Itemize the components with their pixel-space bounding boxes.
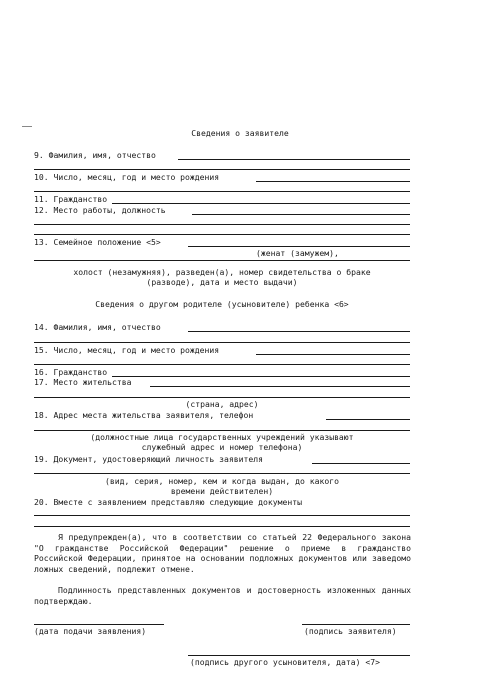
field-14-line[interactable] bbox=[188, 331, 410, 332]
applicant-signature-caption: (подпись заявителя) bbox=[304, 626, 397, 636]
other-parent-signature-caption: (подпись другого усыновителя, дата) <7> bbox=[190, 657, 381, 667]
field-18-line-2[interactable] bbox=[34, 430, 410, 431]
date-caption: (дата подачи заявления) bbox=[34, 626, 147, 636]
field-19-line[interactable] bbox=[312, 463, 410, 464]
field-13-label: 13. Семейное положение <5> bbox=[34, 237, 161, 247]
field-16-label: 16. Гражданство bbox=[34, 367, 108, 377]
field-13-line[interactable] bbox=[188, 246, 410, 247]
field-12-line[interactable] bbox=[192, 214, 410, 215]
field-9-line-2[interactable] bbox=[34, 169, 410, 170]
field-13-hint-2: холост (незамужняя), разведен(а), номер свидетельства о браке bbox=[73, 267, 371, 277]
field-18-line[interactable] bbox=[326, 419, 410, 420]
field-19-label: 19. Документ, удостоверяющий личность заявителя bbox=[34, 454, 264, 464]
warning-paragraph: Я предупрежден(а), что в соответствии со статьей 22 Федерального закона "О гражданстве Российской Федерации" решение о приеме в гражданство Российской Федерации, принятое на основании подложных документов или заведомо ложных сведений, подлежит отмене. bbox=[34, 532, 411, 574]
field-10-line[interactable] bbox=[256, 181, 410, 182]
field-17-label: 17. Место жительства bbox=[34, 377, 132, 387]
applicant-heading: Сведения о заявителе bbox=[191, 128, 289, 138]
field-15-line[interactable] bbox=[256, 354, 410, 355]
field-13-line-2[interactable] bbox=[34, 260, 410, 261]
field-12-line-3[interactable] bbox=[34, 234, 410, 235]
field-18-label: 18. Адрес места жительства заявителя, телефон bbox=[34, 410, 254, 420]
field-19-line-2[interactable] bbox=[34, 473, 410, 474]
field-11-line[interactable] bbox=[112, 203, 410, 204]
field-10-line-2[interactable] bbox=[34, 191, 410, 192]
applicant-signature-line[interactable] bbox=[302, 624, 410, 625]
field-12-line-2[interactable] bbox=[34, 224, 410, 225]
field-17-line-2[interactable] bbox=[34, 397, 410, 398]
field-16-line[interactable] bbox=[112, 376, 410, 377]
date-signature-line[interactable] bbox=[34, 624, 164, 625]
other-parent-signature-line[interactable] bbox=[188, 655, 410, 656]
field-20-line-1[interactable] bbox=[34, 515, 410, 516]
field-17-line[interactable] bbox=[150, 386, 410, 387]
field-12-label: 12. Место работы, должность bbox=[34, 205, 166, 215]
field-19-hint-2: времени действителен) bbox=[170, 486, 274, 496]
field-19-hint-1: (вид, серия, номер, кем и когда выдан, до какого bbox=[105, 476, 339, 486]
field-13-hint-1: (женат (замужем), bbox=[256, 248, 339, 258]
field-14-label: 14. Фамилия, имя, отчество bbox=[34, 322, 161, 332]
field-14-line-2[interactable] bbox=[34, 342, 410, 343]
field-15-line-2[interactable] bbox=[34, 364, 410, 365]
confirm-paragraph: Подлинность представленных документов и достоверность изложенных данных подтверждаю. bbox=[34, 585, 411, 606]
parent-heading: Сведения о другом родителе (усыновителе) ребенка <6> bbox=[95, 299, 349, 309]
field-15-label: 15. Число, месяц, год и место рождения bbox=[34, 345, 220, 355]
field-11-label: 11. Гражданство bbox=[34, 194, 108, 204]
field-9-label: 9. Фамилия, имя, отчество bbox=[34, 150, 156, 160]
field-9-line[interactable] bbox=[178, 159, 410, 160]
corner-mark bbox=[22, 126, 32, 127]
field-18-hint-2: служебный адрес и номер телефона) bbox=[141, 442, 303, 452]
field-20-label: 20. Вместе с заявлением представляю следующие документы bbox=[34, 497, 303, 507]
field-18-hint-1: (должностные лица государственных учреждений указывают bbox=[90, 432, 354, 442]
field-13-hint-3: (разводе), дата и место выдачи) bbox=[146, 277, 298, 287]
field-17-hint: (страна, адрес) bbox=[185, 399, 259, 409]
field-10-label: 10. Число, месяц, год и место рождения bbox=[34, 172, 220, 182]
field-20-line-2[interactable] bbox=[34, 526, 410, 527]
